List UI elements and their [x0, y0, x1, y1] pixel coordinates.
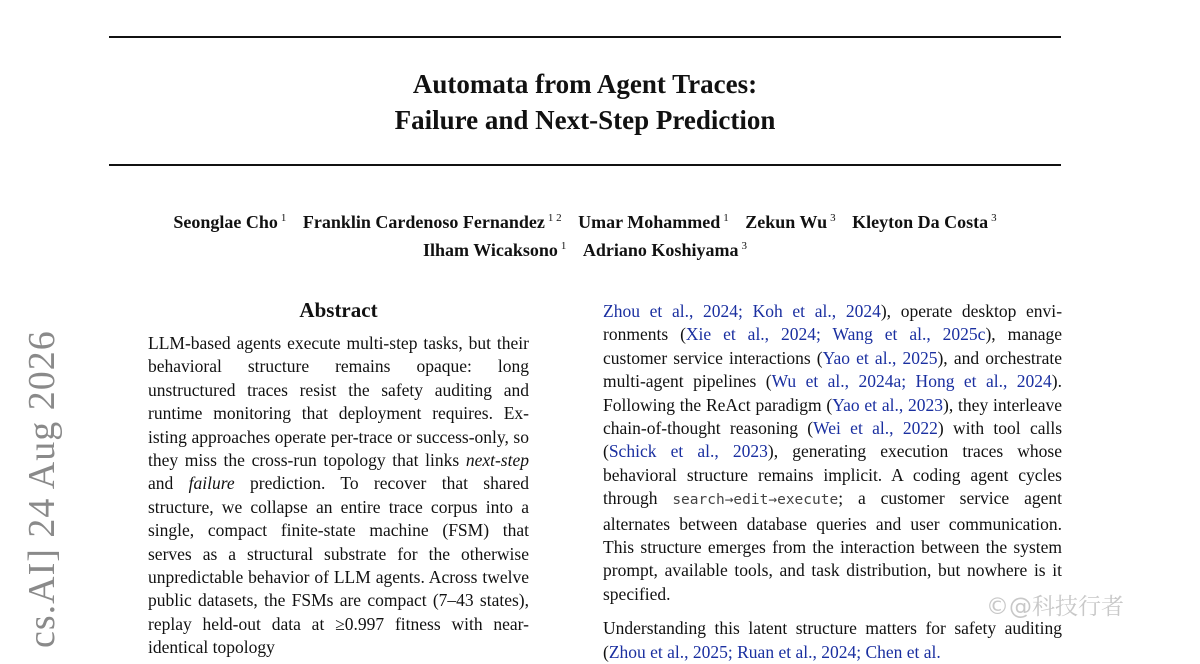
- citation-link[interactable]: Zhou et al., 2024; Koh et al., 2024: [603, 301, 881, 321]
- body-text: ) with tool calls (: [603, 418, 1063, 462]
- body-text: Understanding this latent structure matters for safety auditing (: [603, 618, 1062, 662]
- body-text: ), they interleave chain-of-thought reasoning (: [603, 394, 1062, 439]
- citation-link[interactable]: Yao et al., 2025: [822, 347, 938, 368]
- author: Kleyton Da Costa $^3$: [852, 212, 997, 232]
- author: Seonglae Cho $^1$: [173, 212, 287, 232]
- body-text: ), and orchestrate multi-agent pipelines (: [603, 347, 1062, 392]
- watermark: ©@科技行者: [986, 594, 1124, 620]
- body-text: ; a customer service agent alternates between database queries and user communication. This structure emerges from the interaction between the system prompt, available tools, and task distribution, but nowhere is it specified.: [603, 488, 1062, 604]
- title-line-2: Failure and Next-Step Prediction: [394, 105, 776, 135]
- title-line-1: Automata from Agent Traces:: [412, 69, 758, 99]
- author: Zekun Wu $^3$: [745, 212, 836, 232]
- body-text: ). Following the ReAct paradigm (: [603, 371, 1062, 415]
- author: Franklin Cardenoso Fernandez $^{1 2}$: [302, 212, 562, 232]
- abstract-heading: Abstract: [299, 298, 378, 322]
- code-snippet: search→edit→execute: [672, 492, 839, 509]
- body-text: ), operate desktop environments (: [603, 301, 1063, 345]
- intro-paragraph-2: [603, 617, 1062, 664]
- intro-paragraph-1: [603, 300, 1062, 606]
- citation-link[interactable]: Yao et al., 2023: [832, 394, 944, 415]
- paper-title: [109, 66, 1061, 138]
- author-list: [109, 206, 1061, 262]
- author-row-1: [109, 206, 1061, 234]
- top-rule: [109, 36, 1061, 38]
- author: Adriano Koshiyama $^3$: [582, 240, 747, 260]
- citation-link[interactable]: Schick et al., 2023: [608, 441, 768, 462]
- body-text: ), generating execution traces whose behavioral structure remains implicit. A coding agent cycles through: [603, 441, 1063, 509]
- citation-link[interactable]: Zhou et al., 2025; Ruan et al., 2024; Chen et al.: [608, 641, 941, 662]
- body-text: ), manage customer service interactions (: [603, 324, 1063, 368]
- citation-link[interactable]: Wu et al., 2024a; Hong et al., 2024: [771, 371, 1052, 392]
- abstract-body: LLM-based agents execute multi-step tasks, but their behavioral structure remains opaque: long unstructured traces resist the safety auditing and runtime monitoring that deployment requires. Existing approaches operate per-trace or success-only, so they miss the cross-run topology that links next-step and failure prediction. To recover that shared structure, we collapse an entire trace corpus into a single, compact finite-state machine (FSM) that serves as a structural substrate for the otherwise unpredictable behavior of LLM agents. Across twelve public datasets, the FSMs are compact (7–43 states), replay held-out data at ≥0.997 fitness with near-identical topology: [148, 333, 529, 658]
- bottom-rule: [109, 164, 1061, 166]
- arxiv-identifier-stamp: cs.AI] 24 Aug 2026: [21, 330, 63, 648]
- author: Ilham Wicaksono $^1$: [423, 240, 567, 260]
- author: Umar Mohammed $^1$: [578, 212, 729, 232]
- citation-link[interactable]: Xie et al., 2024; Wang et al., 2025c: [685, 324, 986, 345]
- author-row-2: [109, 234, 1061, 262]
- citation-link[interactable]: Wei et al., 2022: [813, 418, 938, 439]
